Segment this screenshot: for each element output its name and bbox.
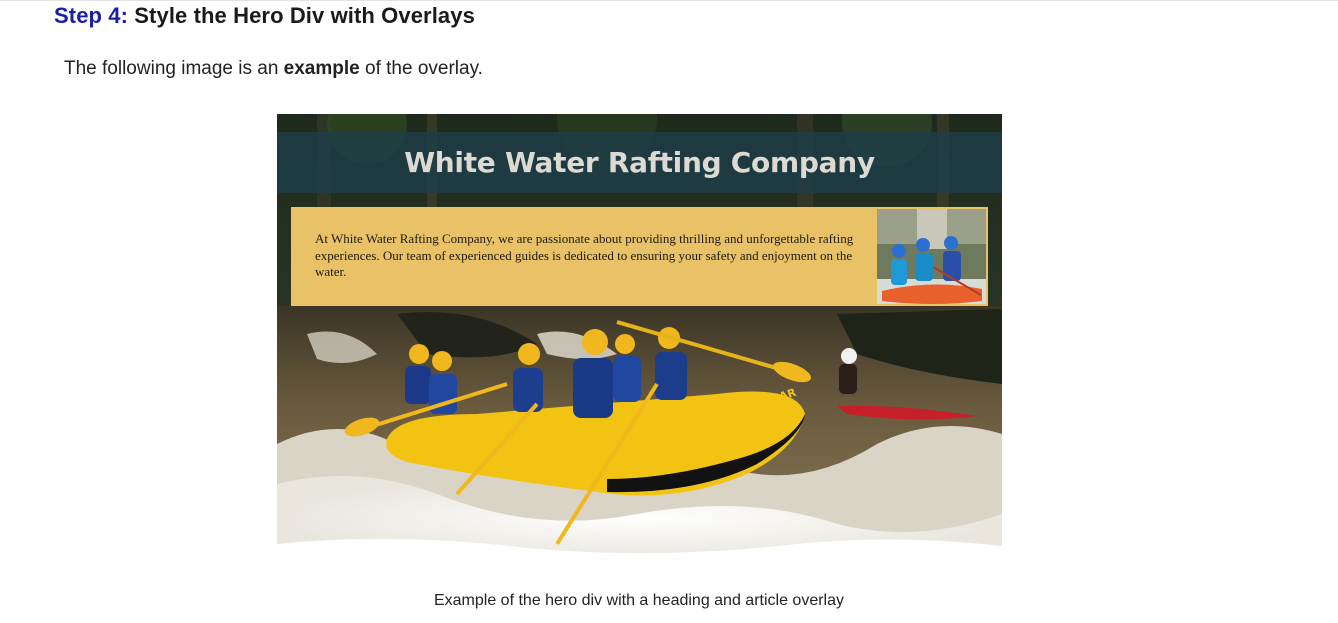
intro-emphasis: example — [283, 58, 360, 79]
article-text: At White Water Rafting Company, we are passionate about providing thrilling and unforgettable rafting experiences. Our team of experienced guides is dedicated to ensuring your safety and enjoyment on the water. — [315, 231, 854, 279]
article-overlay — [291, 207, 988, 306]
figure-caption: Example of the hero div with a heading and article overlay — [433, 592, 844, 609]
hero-title-overlay — [277, 132, 1002, 193]
intro-text-after: of the overlay. — [359, 58, 483, 79]
hero-heading: White Water Rafting Company — [404, 146, 875, 179]
article-thumbnail-image — [877, 209, 986, 304]
divider — [0, 0, 1338, 1]
step-title: Style the Hero Div with Overlays — [134, 3, 475, 28]
intro-paragraph — [64, 56, 483, 82]
intro-text-before: The following image is an — [64, 58, 284, 79]
rafters-thumbnail — [877, 209, 986, 304]
raft-brand-text: REMAR — [751, 385, 798, 412]
step-label: Step 4: — [54, 3, 129, 28]
step-heading — [54, 2, 475, 30]
example-figure-image — [277, 114, 1002, 560]
